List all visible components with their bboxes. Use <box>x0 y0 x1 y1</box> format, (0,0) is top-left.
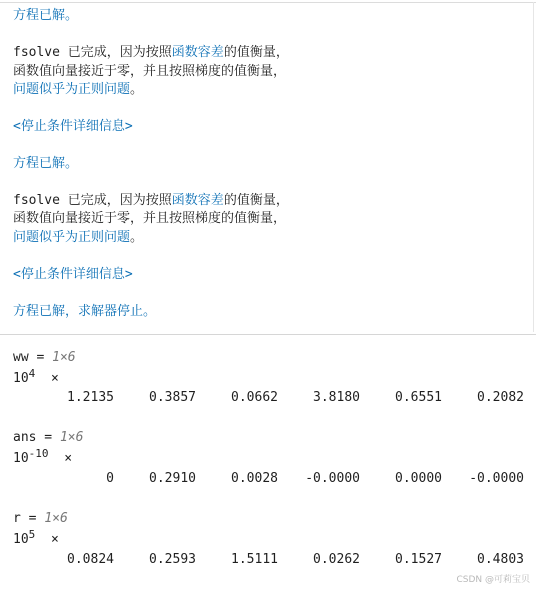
value-cell: 0.6551 <box>395 390 442 405</box>
value-cell: 1.2135 <box>67 390 114 405</box>
stopping-criteria-details-link[interactable]: <停止条件详细信息> <box>13 119 133 134</box>
regular-problem-link[interactable]: 问题似乎为正则问题 <box>13 230 131 245</box>
variable-ans-scale-factor: $10^{-10}$ × <box>13 447 73 466</box>
variable-name: ans = <box>13 430 53 445</box>
variable-r-values <box>0 552 536 570</box>
value-cell: 0.2593 <box>149 552 196 567</box>
value-cell: 0.3857 <box>149 390 196 405</box>
variable-size: 1×6 <box>59 430 84 445</box>
fsolve-message-line-2: 函数值向量接近于零，并且按照梯度的值衡量， <box>13 211 287 226</box>
fsolve-message-line-3: 问题似乎为正则问题。 <box>13 230 144 245</box>
variable-ww-header <box>13 350 76 365</box>
variable-name: ww = <box>13 350 45 365</box>
variable-r-header <box>13 511 68 526</box>
value-cell: 3.8180 <box>313 390 360 405</box>
value-cell: 1.5111 <box>231 552 278 567</box>
fsolve-message-line-1: fsolve 已完成，因为按照函数容差的值衡量， <box>13 193 289 208</box>
value-cell: 0.0824 <box>67 552 114 567</box>
variable-ww-scale-factor: $10^4$ × <box>13 367 59 386</box>
variable-ans-values <box>0 471 536 489</box>
top-border <box>0 2 536 3</box>
function-tolerance-link[interactable]: 函数容差 <box>171 45 224 60</box>
watermark: CSDN @可莉宝贝 <box>456 575 530 585</box>
fsolve-message-line-1: fsolve 已完成，因为按照函数容差的值衡量， <box>13 45 289 60</box>
value-cell: 0.4803 <box>477 552 524 567</box>
variable-ans-header <box>13 430 83 445</box>
variable-ww-values <box>0 390 536 408</box>
right-border <box>533 2 534 332</box>
variable-r-scale-factor: $10^5$ × <box>13 528 59 547</box>
value-cell: 0.0000 <box>395 471 442 486</box>
value-cell: 0.1527 <box>395 552 442 567</box>
value-cell: 0.0262 <box>313 552 360 567</box>
value-cell: 0.2910 <box>149 471 196 486</box>
variable-size: 1×6 <box>44 511 68 526</box>
fsolve-message-line-3: 问题似乎为正则问题。 <box>13 82 144 97</box>
solver-stopped-message: 方程已解，求解器停止。 <box>13 304 157 319</box>
value-cell: 0.0662 <box>231 390 278 405</box>
stopping-criteria-details-link[interactable]: <停止条件详细信息> <box>13 267 133 282</box>
regular-problem-link[interactable]: 问题似乎为正则问题 <box>13 82 131 97</box>
fsolve-message-line-2: 函数值向量接近于零，并且按照梯度的值衡量， <box>13 64 287 79</box>
output-divider <box>0 334 536 335</box>
value-cell: 0 <box>106 471 114 486</box>
variable-size: 1×6 <box>52 350 76 365</box>
value-cell: -0.0000 <box>305 471 360 486</box>
variable-name: r = <box>13 511 37 526</box>
value-cell: 0.2082 <box>477 390 524 405</box>
value-cell: 0.0028 <box>231 471 278 486</box>
solved-message: 方程已解。 <box>13 156 79 171</box>
function-tolerance-link[interactable]: 函数容差 <box>171 193 224 208</box>
value-cell: -0.0000 <box>469 471 524 486</box>
solved-message: 方程已解。 <box>13 8 79 23</box>
